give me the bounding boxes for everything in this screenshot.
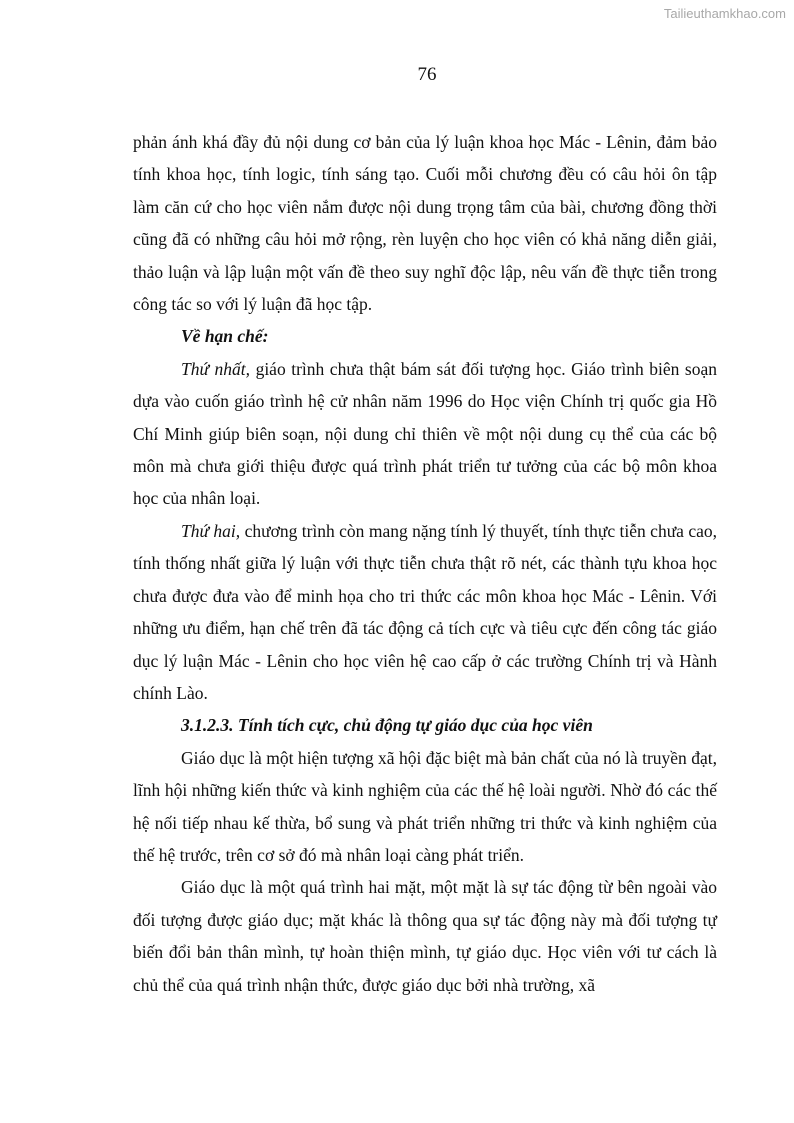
lead-first: Thứ nhất, — [181, 358, 251, 379]
document-body — [133, 126, 717, 1001]
site-watermark: Tailieuthamkhao.com — [663, 6, 786, 21]
paragraph-education-process: Giáo dục là một quá trình hai mặt, một mặt là sự tác động từ bên ngoài vào đối tượng được giáo dục; mặt khác là thông qua sự tác động này mà đối tượng tự biến đổi bản thân mình, tự hoàn thiện mình, tự giáo dục. Học viên với tư cách là chủ thể của quá trình nhận thức, được giáo dục bởi nhà trường, xã — [133, 877, 717, 995]
paragraph-continuation: phản ánh khá đầy đủ nội dung cơ bản của lý luận khoa học Mác - Lênin, đảm bảo tính khoa học, tính logic, tính sáng tạo. Cuối mỗi chương đều có câu hỏi ôn tập làm căn cứ cho học viên nắm được nội dung trọng tâm của bài, chương đồng thời cũng đã có những câu hỏi mở rộng, rèn luyện cho học viên có khả năng diễn giải, thảo luận và lập luận một vấn đề theo suy nghĩ độc lập, nêu vấn đề thực tiễn trong công tác so với lý luận đã học tập. — [133, 132, 717, 315]
heading-limitations: Về hạn chế: — [181, 326, 269, 347]
first-limitation-text: giáo trình chưa thật bám sát đối tượng học. Giáo trình biên soạn dựa vào cuốn giáo trình hệ cử nhân năm 1996 do Học viện Chính trị quốc gia Hồ Chí Minh giúp biên soạn, nội dung chỉ thiên về một nội dung cụ thể của các bộ môn mà chưa giới thiệu được quá trình phát triển tư tưởng của các bộ môn khoa học của nhân loại. — [133, 358, 717, 509]
lead-second: Thứ hai, — [181, 520, 241, 541]
paragraph-first-limitation — [133, 353, 717, 515]
second-limitation-text: chương trình còn mang nặng tính lý thuyết, tính thực tiễn chưa cao, tính thống nhất giữa lý luận với thực tiễn chưa thật rõ nét, các thành tựu khoa học chưa được đưa vào để minh họa cho tri thức các môn khoa học Mác - Lênin. Với những ưu điểm, hạn chế trên đã tác động cả tích cực và tiêu cực đến công tác giáo dục lý luận Mác - Lênin cho học viên hệ cao cấp ở các trường Chính trị và Hành chính Lào. — [133, 520, 718, 703]
paragraph-education-definition: Giáo dục là một hiện tượng xã hội đặc biệt mà bản chất của nó là truyền đạt, lĩnh hội những kiến thức và kinh nghiệm của các thế hệ loài người. Nhờ đó các thế hệ nối tiếp nhau kế thừa, bổ sung và phát triển những tri thức và kinh nghiệm của thế hệ trước, trên cơ sở đó mà nhân loại càng phát triển. — [133, 747, 717, 865]
section-heading: 3.1.2.3. Tính tích cực, chủ động tự giáo dục của học viên — [181, 715, 593, 736]
page-number: 76 — [417, 64, 437, 85]
paragraph-second-limitation — [133, 515, 717, 709]
